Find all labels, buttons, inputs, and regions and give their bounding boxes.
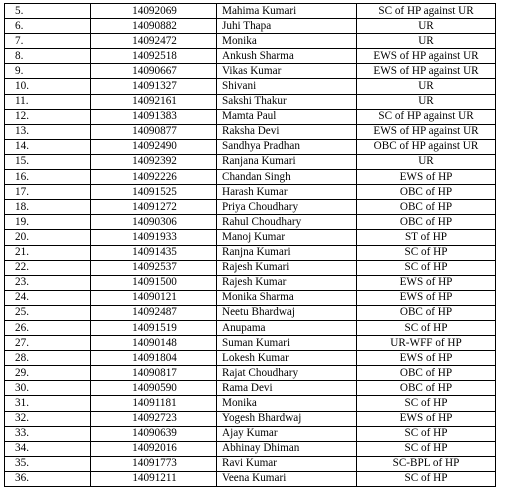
- category-cell: UR: [357, 19, 496, 34]
- candidate-name-cell: Ravi Kumar: [217, 456, 357, 471]
- table-row: [5, 320, 496, 335]
- candidate-name-cell: Suman Kumari: [217, 336, 357, 351]
- category-cell: ST of HP: [357, 230, 496, 245]
- serial-number-cell: 33.: [5, 426, 91, 441]
- candidate-name-cell: Mamta Paul: [217, 109, 357, 124]
- candidate-name-cell: Monika: [217, 34, 357, 49]
- roll-number-cell: 14090639: [91, 426, 217, 441]
- roll-number-cell: 14092723: [91, 411, 217, 426]
- candidate-name-cell: Rama Devi: [217, 381, 357, 396]
- table-row: [5, 185, 496, 200]
- serial-number-cell: 18.: [5, 200, 91, 215]
- serial-number-cell: 7.: [5, 34, 91, 49]
- candidate-name-cell: Rajesh Kumar: [217, 275, 357, 290]
- table-row: [5, 109, 496, 124]
- serial-number-cell: 6.: [5, 19, 91, 34]
- candidate-name-cell: Neetu Bhardwaj: [217, 305, 357, 320]
- table-row: [5, 245, 496, 260]
- candidate-name-cell: Ranjana Kumari: [217, 154, 357, 169]
- roll-number-cell: 14091211: [91, 471, 217, 486]
- table-row: [5, 4, 496, 19]
- table-row: [5, 290, 496, 305]
- roll-number-cell: 14092487: [91, 305, 217, 320]
- serial-number-cell: 20.: [5, 230, 91, 245]
- category-cell: EWS of HP: [357, 411, 496, 426]
- category-cell: OBC of HP: [357, 200, 496, 215]
- serial-number-cell: 14.: [5, 139, 91, 154]
- table-row: [5, 366, 496, 381]
- roll-number-cell: 14092518: [91, 49, 217, 64]
- table-row: [5, 94, 496, 109]
- candidate-name-cell: Rahul Choudhary: [217, 215, 357, 230]
- serial-number-cell: 9.: [5, 64, 91, 79]
- candidate-name-cell: Harash Kumar: [217, 185, 357, 200]
- results-table: [4, 3, 496, 487]
- candidate-name-cell: Raksha Devi: [217, 124, 357, 139]
- candidate-name-cell: Vikas Kumar: [217, 64, 357, 79]
- table-row: [5, 396, 496, 411]
- table-row: [5, 260, 496, 275]
- roll-number-cell: 14090148: [91, 336, 217, 351]
- category-cell: SC of HP: [357, 471, 496, 486]
- candidate-name-cell: Monika: [217, 396, 357, 411]
- table-row: [5, 471, 496, 486]
- serial-number-cell: 24.: [5, 290, 91, 305]
- serial-number-cell: 15.: [5, 154, 91, 169]
- category-cell: SC of HP against UR: [357, 109, 496, 124]
- roll-number-cell: 14091773: [91, 456, 217, 471]
- candidate-name-cell: Anupama: [217, 320, 357, 335]
- candidate-name-cell: Yogesh Bhardwaj: [217, 411, 357, 426]
- serial-number-cell: 22.: [5, 260, 91, 275]
- category-cell: EWS of HP: [357, 275, 496, 290]
- category-cell: SC of HP: [357, 245, 496, 260]
- roll-number-cell: 14092490: [91, 139, 217, 154]
- serial-number-cell: 5.: [5, 4, 91, 19]
- serial-number-cell: 19.: [5, 215, 91, 230]
- table-row: [5, 215, 496, 230]
- table-row: [5, 154, 496, 169]
- serial-number-cell: 10.: [5, 79, 91, 94]
- candidate-name-cell: Ranjna Kumari: [217, 245, 357, 260]
- roll-number-cell: 14091327: [91, 79, 217, 94]
- table-row: [5, 336, 496, 351]
- table-row: [5, 19, 496, 34]
- category-cell: OBC of HP: [357, 185, 496, 200]
- candidate-name-cell: Ajay Kumar: [217, 426, 357, 441]
- serial-number-cell: 21.: [5, 245, 91, 260]
- serial-number-cell: 23.: [5, 275, 91, 290]
- table-row: [5, 64, 496, 79]
- category-cell: SC of HP: [357, 320, 496, 335]
- roll-number-cell: 14092537: [91, 260, 217, 275]
- candidate-name-cell: Ankush Sharma: [217, 49, 357, 64]
- category-cell: SC of HP: [357, 426, 496, 441]
- serial-number-cell: 16.: [5, 170, 91, 185]
- candidate-name-cell: Juhi Thapa: [217, 19, 357, 34]
- serial-number-cell: 27.: [5, 336, 91, 351]
- category-cell: SC of HP: [357, 441, 496, 456]
- serial-number-cell: 35.: [5, 456, 91, 471]
- table-row: [5, 124, 496, 139]
- serial-number-cell: 34.: [5, 441, 91, 456]
- serial-number-cell: 30.: [5, 381, 91, 396]
- roll-number-cell: 14091435: [91, 245, 217, 260]
- table-row: [5, 426, 496, 441]
- roll-number-cell: 14092226: [91, 170, 217, 185]
- serial-number-cell: 25.: [5, 305, 91, 320]
- category-cell: SC-BPL of HP: [357, 456, 496, 471]
- roll-number-cell: 14091272: [91, 200, 217, 215]
- category-cell: EWS of HP: [357, 351, 496, 366]
- table-row: [5, 170, 496, 185]
- table-row: [5, 275, 496, 290]
- table-row: [5, 79, 496, 94]
- roll-number-cell: 14092016: [91, 441, 217, 456]
- category-cell: OBC of HP: [357, 215, 496, 230]
- table-row: [5, 49, 496, 64]
- serial-number-cell: 8.: [5, 49, 91, 64]
- roll-number-cell: 14091500: [91, 275, 217, 290]
- candidate-name-cell: Mahima Kumari: [217, 4, 357, 19]
- candidate-name-cell: Sandhya Pradhan: [217, 139, 357, 154]
- roll-number-cell: 14090882: [91, 19, 217, 34]
- serial-number-cell: 36.: [5, 471, 91, 486]
- roll-number-cell: 14091804: [91, 351, 217, 366]
- roll-number-cell: 14092472: [91, 34, 217, 49]
- category-cell: SC of HP: [357, 260, 496, 275]
- candidate-name-cell: Lokesh Kumar: [217, 351, 357, 366]
- roll-number-cell: 14091519: [91, 320, 217, 335]
- category-cell: SC of HP: [357, 396, 496, 411]
- roll-number-cell: 14090306: [91, 215, 217, 230]
- category-cell: EWS of HP against UR: [357, 64, 496, 79]
- roll-number-cell: 14090590: [91, 381, 217, 396]
- serial-number-cell: 12.: [5, 109, 91, 124]
- roll-number-cell: 14092392: [91, 154, 217, 169]
- table-row: [5, 441, 496, 456]
- serial-number-cell: 28.: [5, 351, 91, 366]
- serial-number-cell: 26.: [5, 320, 91, 335]
- table-row: [5, 351, 496, 366]
- candidate-name-cell: Shivani: [217, 79, 357, 94]
- candidate-name-cell: Rajesh Kumari: [217, 260, 357, 275]
- category-cell: UR: [357, 79, 496, 94]
- table-row: [5, 305, 496, 320]
- roll-number-cell: 14090817: [91, 366, 217, 381]
- serial-number-cell: 17.: [5, 185, 91, 200]
- candidate-name-cell: Chandan Singh: [217, 170, 357, 185]
- serial-number-cell: 31.: [5, 396, 91, 411]
- serial-number-cell: 13.: [5, 124, 91, 139]
- candidate-name-cell: Manoj Kumar: [217, 230, 357, 245]
- candidate-name-cell: Monika Sharma: [217, 290, 357, 305]
- roll-number-cell: 14091383: [91, 109, 217, 124]
- category-cell: UR: [357, 94, 496, 109]
- category-cell: EWS of HP: [357, 170, 496, 185]
- category-cell: OBC of HP against UR: [357, 139, 496, 154]
- table-row: [5, 200, 496, 215]
- candidate-name-cell: Veena Kumari: [217, 471, 357, 486]
- category-cell: SC of HP against UR: [357, 4, 496, 19]
- roll-number-cell: 14090121: [91, 290, 217, 305]
- table-row: [5, 139, 496, 154]
- results-table-body: [5, 4, 496, 487]
- category-cell: UR: [357, 154, 496, 169]
- candidate-name-cell: Priya Choudhary: [217, 200, 357, 215]
- category-cell: OBC of HP: [357, 381, 496, 396]
- table-row: [5, 456, 496, 471]
- table-row: [5, 381, 496, 396]
- candidate-name-cell: Sakshi Thakur: [217, 94, 357, 109]
- table-row: [5, 230, 496, 245]
- category-cell: EWS of HP against UR: [357, 49, 496, 64]
- roll-number-cell: 14090667: [91, 64, 217, 79]
- category-cell: OBC of HP: [357, 305, 496, 320]
- serial-number-cell: 11.: [5, 94, 91, 109]
- roll-number-cell: 14091933: [91, 230, 217, 245]
- category-cell: EWS of HP: [357, 290, 496, 305]
- roll-number-cell: 14092161: [91, 94, 217, 109]
- serial-number-cell: 32.: [5, 411, 91, 426]
- category-cell: EWS of HP against UR: [357, 124, 496, 139]
- category-cell: UR-WFF of HP: [357, 336, 496, 351]
- category-cell: UR: [357, 34, 496, 49]
- roll-number-cell: 14092069: [91, 4, 217, 19]
- roll-number-cell: 14091181: [91, 396, 217, 411]
- table-row: [5, 411, 496, 426]
- table-row: [5, 34, 496, 49]
- candidate-name-cell: Rajat Choudhary: [217, 366, 357, 381]
- roll-number-cell: 14091525: [91, 185, 217, 200]
- category-cell: OBC of HP: [357, 366, 496, 381]
- serial-number-cell: 29.: [5, 366, 91, 381]
- roll-number-cell: 14090877: [91, 124, 217, 139]
- candidate-name-cell: Abhinay Dhiman: [217, 441, 357, 456]
